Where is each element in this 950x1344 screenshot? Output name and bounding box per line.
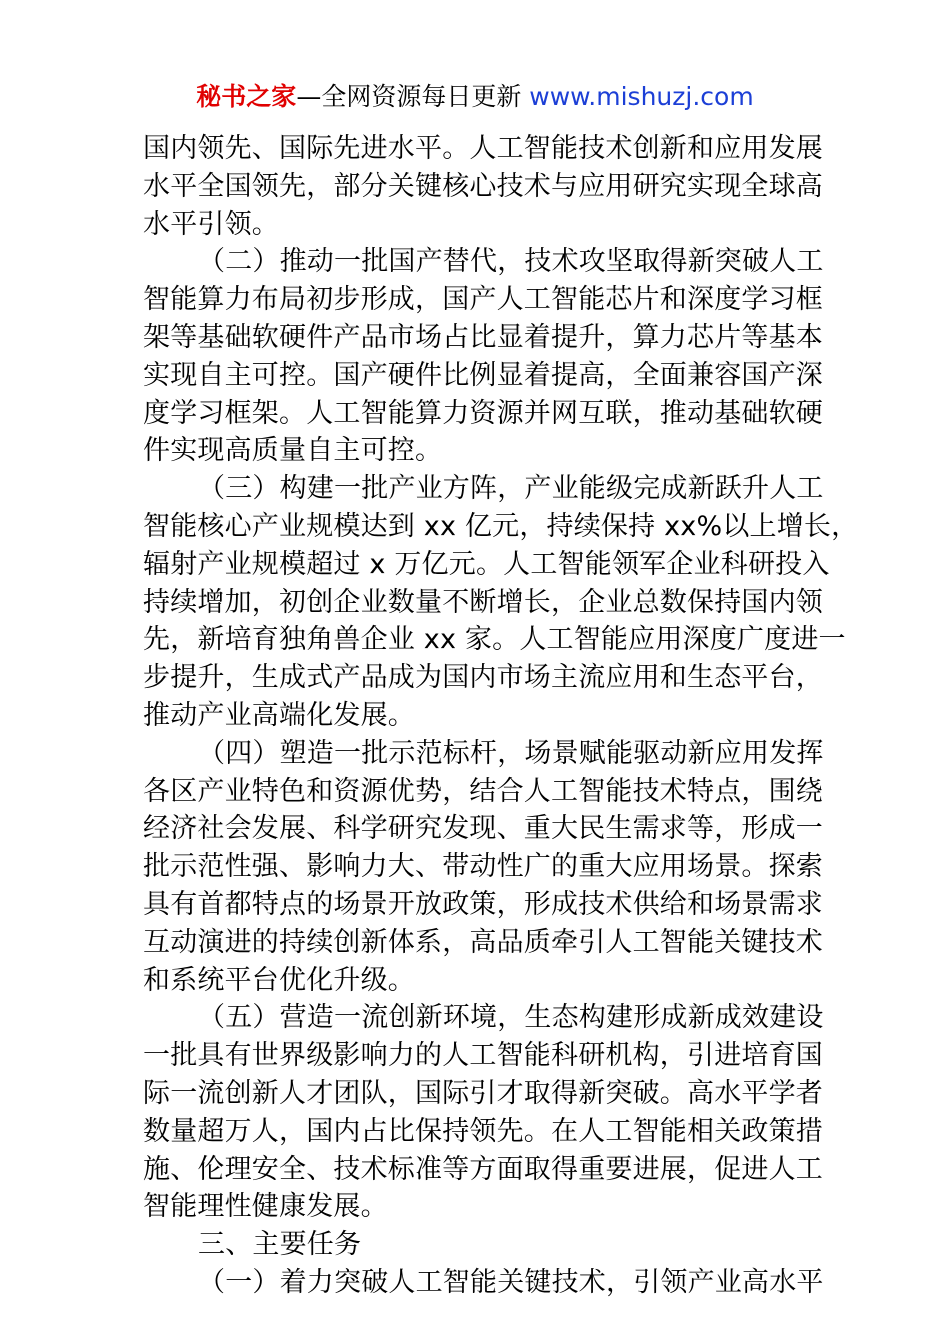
text-line: 施、伦理安全、技术标准等方面取得重要进展，促进人工	[143, 1153, 823, 1185]
text-line: 持续增加，初创企业数量不断增长，企业总数保持国内领	[143, 586, 823, 618]
text-line: 际一流创新人才团队，国际引才取得新突破。高水平学者	[143, 1077, 823, 1109]
header-tagline: —全网资源每日更新	[296, 82, 530, 111]
text-line: 批示范性强、影响力大、带动性广的重大应用场景。探索	[143, 851, 823, 883]
document-body	[143, 130, 859, 1302]
text-line: 辐射产业规模超过 x 万亿元。人工智能领军企业科研投入	[143, 548, 830, 580]
paragraph-heading-line: （四）塑造一批示范标杆，场景赋能驱动新应用发挥	[198, 737, 824, 769]
text-line: 先，新培育独角兽企业 xx 家。人工智能应用深度广度进一	[143, 624, 846, 656]
brand-name: 秘书之家	[196, 82, 297, 111]
text-line: 智能理性健康发展。	[143, 1191, 388, 1223]
site-header	[0, 80, 950, 114]
paragraph-heading-line: （一）着力突破人工智能关键技术，引领产业高水平	[198, 1266, 824, 1298]
text-line: 水平引领。	[143, 208, 279, 240]
text-line: 件实现高质量自主可控。	[143, 435, 443, 467]
text-line: 步提升，生成式产品成为国内市场主流应用和生态平台，	[143, 662, 823, 694]
text-line: 架等基础软硬件产品市场占比显着提升，算力芯片等基本	[143, 321, 823, 353]
paragraph-heading-line: （五）营造一流创新环境，生态构建形成新成效建设	[198, 1002, 824, 1034]
text-line: 国内领先、国际先进水平。人工智能技术创新和应用发展	[143, 133, 823, 164]
text-line: 智能算力布局初步形成，国产人工智能芯片和深度学习框	[143, 284, 823, 316]
text-line: 一批具有世界级影响力的人工智能科研机构，引进培育国	[143, 1040, 823, 1072]
text-line: 数量超万人，国内占比保持领先。在人工智能相关政策措	[143, 1115, 823, 1147]
text-line: 智能核心产业规模达到 xx 亿元，持续保持 xx%以上增长，	[143, 510, 859, 542]
paragraph-heading-line: （二）推动一批国产替代，技术攻坚取得新突破人工	[198, 246, 824, 278]
text-line: 互动演进的持续创新体系，高品质牵引人工智能关键技术	[143, 926, 823, 958]
text-line: 具有首都特点的场景开放政策，形成技术供给和场景需求	[143, 888, 823, 920]
text-line: 实现自主可控。国产硬件比例显着提高，全面兼容国产深	[143, 359, 823, 391]
text-line: 水平全国领先，部分关键核心技术与应用研究实现全球高	[143, 170, 823, 202]
text-line: 度学习框架。人工智能算力资源并网互联，推动基础软硬	[143, 397, 823, 429]
paragraph-heading-line: （三）构建一批产业方阵，产业能级完成新跃升人工	[198, 473, 824, 505]
text-line: 各区产业特色和资源优势，结合人工智能技术特点，围绕	[143, 775, 823, 807]
text-line: 和系统平台优化升级。	[143, 964, 415, 996]
text-line: 经济社会发展、科学研究发现、重大民生需求等，形成一	[143, 813, 823, 845]
text-line: 推动产业高端化发展。	[143, 699, 415, 731]
section-heading: 三、主要任务	[198, 1229, 362, 1261]
site-url-link[interactable]: www.mishuzj.com	[529, 82, 754, 111]
